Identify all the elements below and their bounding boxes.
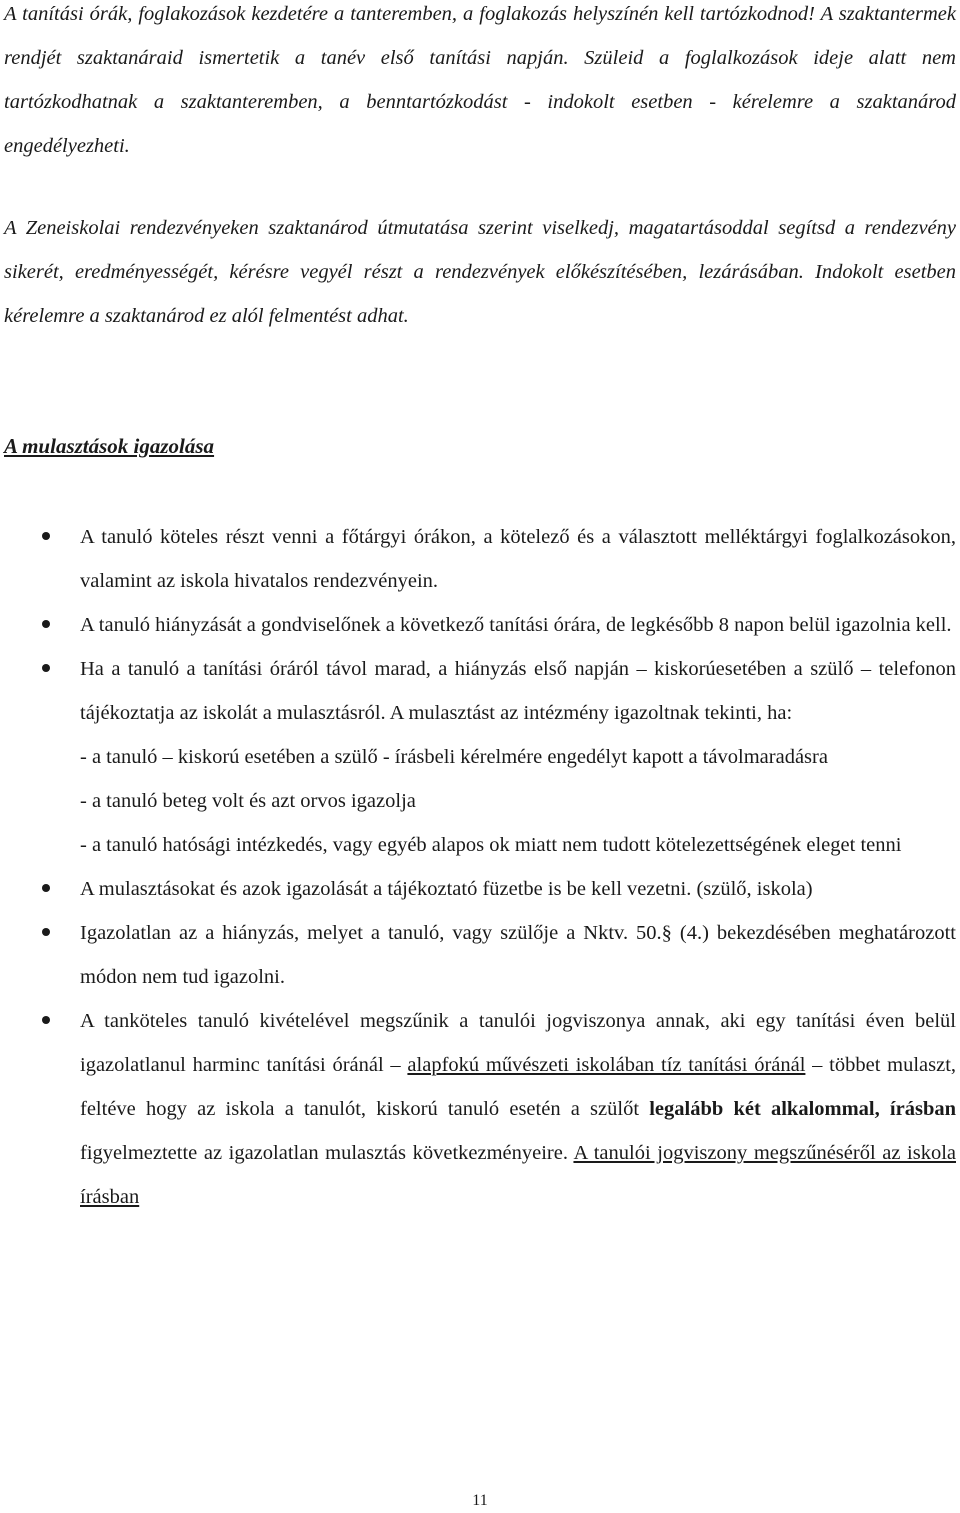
list-item-text: A tanuló hiányzását a gondviselőnek a következő tanítási órára, de legkésőbb 8 napon belül igazolnia kell. bbox=[80, 614, 952, 636]
page-number: 11 bbox=[472, 1492, 488, 1509]
section-heading-absences: A mulasztások igazolása bbox=[4, 434, 215, 458]
underlined-text: A tanulói jogviszony megszűnéséről az iskola írásban bbox=[80, 1142, 956, 1208]
bullet-icon bbox=[42, 928, 50, 936]
paragraph-school-events: A Zeneiskolai rendezvényeken szaktanárod útmutatása szerint viselkedj, magatartásoddal segítsd a rendezvény sikerét, eredményességét, kérésre vegyél részt a rendezvények előkészítésében, lezárásában. Indokolt esetben kérelemre a szaktanárod ez alól felmentést adhat. bbox=[4, 217, 956, 327]
condition-official-reason: - a tanuló hatósági intézkedés, vagy egyéb alapos ok miatt nem tudott kötelezettségének eleget tenni bbox=[80, 834, 902, 856]
list-item bbox=[0, 647, 960, 867]
list-item bbox=[0, 515, 960, 603]
condition-illness: - a tanuló beteg volt és azt orvos igazolja bbox=[80, 790, 416, 812]
bullet-icon bbox=[42, 620, 50, 628]
list-item-text: A tanuló köteles részt venni a főtárgyi órákon, a kötelező és a választott melléktárgyi foglalkozásokon, valamint az iskola hivatalos rendezvényein. bbox=[80, 526, 956, 592]
list-item-text: A mulasztásokat és azok igazolását a tájékoztató füzetbe is be kell vezetni. (szülő, iskola) bbox=[80, 878, 813, 900]
underlined-text: alapfokú művészeti iskolában tíz tanítási óránál bbox=[407, 1054, 806, 1076]
bullet-icon bbox=[42, 1016, 50, 1024]
list-item-text: A tanköteles tanuló kivételével megszűnik a tanulói jogviszonya annak, aki egy tanítási éven belül igazolatlanul harminc tanítási óránál – bbox=[80, 1010, 956, 1076]
bold-text: legalább két alkalommal, írásban bbox=[649, 1098, 956, 1120]
list-item-text: Igazolatlan az a hiányzás, melyet a tanuló, vagy szülője a Nktv. 50.§ (4.) bekezdésében meghatározott módon nem tud igazolni. bbox=[80, 922, 956, 988]
list-item bbox=[0, 603, 960, 647]
list-item-text: – többet mulaszt, feltéve hogy az iskola a tanulót, kiskorú tanuló esetén a szülőt bbox=[80, 1054, 957, 1120]
list-item bbox=[0, 867, 960, 911]
list-item bbox=[0, 999, 960, 1219]
bullet-icon bbox=[42, 884, 50, 892]
list-item-text: Ha a tanuló a tanítási óráról távol marad, a hiányzás első napján – kiskorúesetében a szülő – telefonon tájékoztatja az iskolát a mulasztásról. A mulasztást az intézmény igazoltnak tekinti, ha: bbox=[80, 658, 956, 724]
list-item-text: figyelmeztette az igazolatlan mulasztás következményeire. bbox=[80, 1142, 568, 1164]
list-item bbox=[0, 911, 960, 999]
bullet-icon bbox=[42, 532, 50, 540]
condition-permission: - a tanuló – kiskorú esetében a szülő - írásbeli kérelmére engedélyt kapott a távolmaradásra bbox=[80, 746, 828, 768]
absence-rules-list bbox=[0, 515, 960, 1219]
paragraph-classroom-rules: A tanítási órák, foglakozások kezdetére a tanteremben, a foglakozás helyszínén kell tartózkodnod! A szaktantermek rendjét szaktanáraid ismertetik a tanév első tanítási napján. Szüleid a foglalkozások ideje alatt nem tartózkodhatnak a szaktanteremben, a benntartózkodást - indokolt esetben - kérelemre a szaktanárod engedélyezheti. bbox=[4, 3, 956, 157]
bullet-icon bbox=[42, 664, 50, 672]
